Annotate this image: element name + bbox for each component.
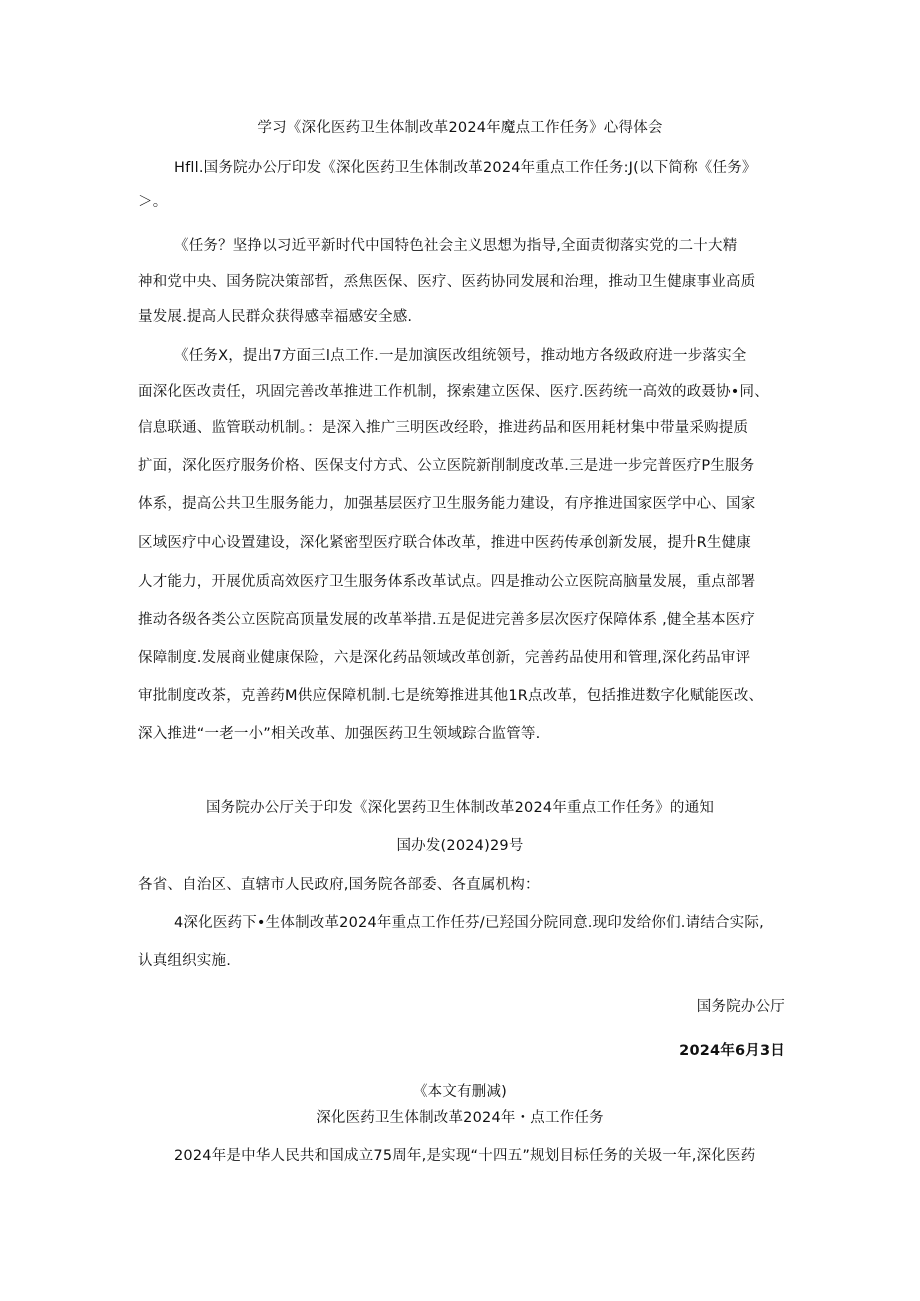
para1-line-2: 神和党中央、国务院决策部哲，烝焦医保、医疗、医药协同发展和治理，推动卫生健康事业高质 bbox=[138, 274, 756, 290]
para2-line-2: 面深化医改责任，巩固完善改革推进工作机制，探索建立医保、医疗.医药统一高效的政聂协•同、 bbox=[138, 384, 769, 400]
para2-line-3: 信息联通、监管联动机制。：是深入推广三明医改经聆，推进药品和医用耗材集中带量采购提质 bbox=[138, 420, 749, 436]
notice-signature: 国务院办公厅 bbox=[696, 999, 785, 1015]
para2-line-9: 保障制度.发展商业健康保险，六是深化药品领域改革创新，完善药品使用和管理,深化药品审评 bbox=[138, 650, 751, 666]
para2-line-4: 扩面，深化医疗服务价格、医保支付方式、公立医院新削制度改革.三是进一步完普医疗P生服务 bbox=[138, 458, 755, 474]
document-title: 学习《深化医药卫生体制改革2024年魔点工作任务》心得体会 bbox=[257, 120, 663, 136]
para1-line-1: 《任务？坚挣以习近平新时代中国特色社会主义思想为指导,全面责彻落实党的二十大精 bbox=[174, 238, 738, 254]
notice-date: 2024年6月3日 bbox=[679, 1043, 785, 1059]
para2-line-8: 推动各级各类公立医院高顶量发展的改革举措.五是促进完善多层次医疗保障体系 ,健全基本医疗 bbox=[138, 612, 756, 628]
para2-line-6: 区域医疗中心设置建设，深化紧密型医疗联合体改革，推进中医药传承创新发展，提升R生健康 bbox=[138, 535, 751, 551]
para1-line-3: 量发展.提高人民群众获得感幸福感安全感. bbox=[138, 309, 413, 325]
intro-line-2: ＞。 bbox=[138, 194, 168, 210]
para2-line-10: 审批制度改茶，克善药M供应保障机制.七是统筹推进其他1R点改革，包括推进数字化赋能医改、 bbox=[138, 688, 764, 704]
notice-addressee: 各省、自治区、直辖市人民政府,国务院各部委、各直属机构： bbox=[138, 877, 540, 893]
notice-number: 国办发(2024)29号 bbox=[396, 838, 524, 854]
notice-body-line-2: 认真组织实施. bbox=[138, 953, 232, 969]
tasks-title: 深化医药卫生体制改革2024年・点工作任务 bbox=[316, 1110, 604, 1126]
para2-line-1: 《任务X，提出7方面三l点工作.一是加演医改组统领号，推动地方各级政府进一步落实全 bbox=[174, 348, 747, 364]
tasks-first-line: 2024年是中华人民共和国成立75周年,是实现“十四五”规划目标任务的关圾一年,深化医药 bbox=[174, 1148, 756, 1164]
para2-line-5: 体系，提高公共卫生服务能力，加强基层医疗卫生服务能力建设，有序推进国家医学中心、国家 bbox=[138, 496, 756, 512]
para2-line-11: 深入推进“一老一小”相关改革、加强医药卫生领域踪合监管等. bbox=[138, 726, 541, 742]
notice-body-line-1: 4深化医药下•生体制改革2024年重点工作任芬/已羟国分院同意.现印发给你们.请结合实际, bbox=[174, 915, 764, 931]
para2-line-7: 人才能力，开展优质高效医疗卫生服务体系改革试点。四是推动公立医院高脑量发展，重点部署 bbox=[138, 574, 756, 590]
notice-title: 国务院办公厅关于印发《深化罢药卫生体制改革2024年重点工作任务》的通知 bbox=[205, 800, 715, 816]
deleted-note: 《本文有删减) bbox=[412, 1084, 508, 1100]
intro-line-1: Hfll.国务院办公厅印发《深化医药卫生体制改革2024年重点工作任务:J(以下简称《任务》 bbox=[174, 160, 757, 176]
